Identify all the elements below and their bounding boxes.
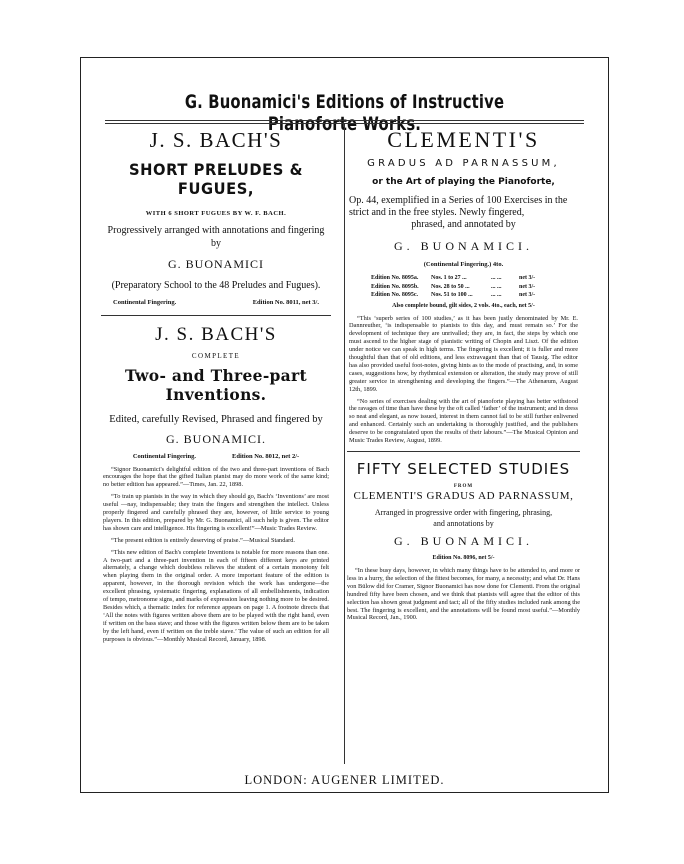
page-frame: [80, 57, 609, 793]
edition-row: Edition No. 8095c. Nos. 51 to 100 ... ... ... net 3/-: [371, 292, 536, 298]
edition-row: Edition No. 8095b. Nos. 28 to 50 ... ... ... net 3/-: [371, 283, 536, 290]
review-paragraph: “This new edition of Bach's complete Inventions is notable for more reasons than one. A two-part and a three-part invention in each of fifteen different keys are printed alternately, a change which doubtless relieves the student of a certain monotony felt when playing them in the original order. A more important feature of the edition is apparent, however, in the thorough revision which the work has undergone—the excellent phrasing, systematic fingering, explanations of all embellishments, indication of tempo, metronome signs, and marks of expression leaving nothing more to be desired. Besides which, a thematic index for reference appears on page 1. A footnote directs that ‘All the notes with figures written above them are to be played with the right hand, even if written on the bass stave; and those with the figures written below them are to be taken by the left hand, even if written on the treble stave.’ The value of such an edition for all purposes is obvious.”—Monthly Musical Record, January, 1898.: [103, 548, 329, 643]
section-rule: [101, 315, 331, 316]
review-paragraph: “Signor Buonamici's delightful edition of the two and three-part inventions of Bach encourages the hope that the gifted Italian pianist may do more work of the same kind; no better edition has appeared.”—Times, Jan. 22, 1898.: [103, 465, 329, 489]
bach-preludes-prep: (Preparatory School to the 48 Preludes and Fugues).: [111, 280, 321, 291]
bach-inventions-complete: COMPLETE: [191, 351, 241, 360]
bach-inventions-editor: G. BUONAMICI.: [166, 431, 266, 446]
clementi-editor: G. BUONAMICI.: [394, 239, 533, 253]
bach-inventions-edited: Edited, carefully Revised, Phrased and fingered by: [109, 413, 323, 425]
clementi-art: or the Art of playing the Pianoforte,: [372, 177, 555, 187]
clementi-editions-table: [371, 274, 578, 300]
review-paragraph: “This ‘superb series of 100 studies,’ as it has been justly denominated by Mr. E. Dannreuther, ‘is indispensable to pianists to this day, and must remain so.’ For the development of technique they are unrivalled; they are, in fact, the steps by which one must ascend to the higher stage of pianistic writing of Chopin and Liszt. Of the edition under notice we can speak in high terms. The fingering is excellent; it is fuller and more thoughtful than that of old editions, and less extravagant than that of Tausig. The editor has also provided useful foot-notes, giving hints as to the mode of practising, and, in some cases, suggestions how, by rhythmical extension or alteration, the study may prove of still greater service in strengthening and developing the fingers.”—The Athenæum, August 12th, 1899.: [349, 314, 578, 393]
bach-preludes-arranged: Progressively arranged with annotations and fingering by: [107, 225, 325, 249]
bach-preludes-subtitle: SHORT PRELUDES & FUGUES,: [129, 160, 303, 198]
clementi-gradus: GRADUS AD PARNASSUM,: [367, 158, 560, 169]
fifty-from: FROM: [453, 484, 474, 489]
clementi-reviews: [349, 315, 578, 446]
bach-preludes-editor: G. BUONAMICI: [168, 257, 264, 271]
clementi-heading: CLEMENTI'S: [387, 127, 540, 152]
clementi-op: Op. 44, exemplified in a Series of 100 Exercises in the strict and in the free styles. Newly fingered,: [349, 195, 568, 218]
fifty-studies-heading: FIFTY SELECTED STUDIES: [356, 460, 571, 478]
page-title: G. Buonamici's Editions of Instructive Pianoforte Works.: [184, 91, 505, 135]
publisher-footer: LONDON: AUGENER LIMITED.: [244, 773, 445, 787]
fingering-note: Continental Fingering.: [113, 298, 177, 306]
bach-inventions-edition-line: [103, 453, 329, 460]
fifty-clementi: CLEMENTI'S GRADUS AD PARNASSUM,: [353, 490, 574, 502]
title-rule: [105, 120, 584, 121]
fifty-edition: Edition No. 8096, net 5/-: [432, 555, 495, 561]
bach-preludes-heading: J. S. BACH'S: [149, 128, 283, 152]
clementi-description: [349, 195, 578, 231]
fifty-review: [347, 567, 580, 622]
review-paragraph: “To train up pianists in the way in which they should go, Bach's ‘Inventions’ are most useful —nay, indispensable; they train the fingers and strengthen the intellect. Unless properly fingered and carefully phrased they are, however, of little service to young players. In this edition, prepared by Mr. G. Buonamici, all such help is given. The editor has shown care and intelligence. His fingering is excellent!”—Music Trades Review.: [103, 493, 329, 532]
edition-price: Edition No. 8011, net 3/.: [252, 298, 319, 306]
clementi-fingering: (Continental Fingering.) 4to.: [423, 261, 504, 268]
bach-inventions-title: Two- and Three-part Inventions.: [125, 365, 307, 404]
bach-inventions-heading: J. S. BACH'S: [155, 323, 277, 345]
column-divider: [344, 124, 345, 764]
left-column: [103, 126, 329, 644]
edition-price: Edition No. 8012, net 2/-: [232, 452, 300, 460]
fingering-note: Continental Fingering.: [132, 452, 197, 460]
fifty-studies-section: [347, 451, 580, 622]
clementi-op-cont: phrased, and annotated by: [411, 219, 516, 230]
review-paragraph: “In these busy days, however, in which many things have to be attended to, and more or less in a hurry, the selection of the fittest becomes, for many, a necessity; and what Dr. Hans von Bülow did for Cramer, Signor Buonamici has now done for Clementi. From the original hundred fifty have been chosen, and we think that pianists will agree that the editor of this selection has shown great judgment and tact; all of the fifty studies included rank among the best. The fingering is excellent, and the annotations will be found most useful.”—Monthly Musical Record, Jan., 1900.: [347, 567, 580, 622]
bach-reviews: [103, 466, 329, 644]
review-paragraph: “No series of exercises dealing with the art of pianoforte playing has better withstood the ravages of time than have these by the oft called ‘father’ of the instrument; and in dress so neat and elegant, as now issued, interest in them cannot fail to be still further enlivened and enhanced. Certainly such an undertaking is thoroughly justified, and the publishers deserve to be congratulated upon the results of their labours.”—The Musical Opinion and Music Trades Review, August, 1899.: [349, 397, 578, 445]
bach-preludes-edition-line: [103, 299, 329, 306]
fifty-editor: G. BUONAMICI.: [394, 534, 533, 548]
review-paragraph: “The present edition is entirely deserving of praise.”—Musical Standard.: [111, 536, 295, 544]
fifty-arranged: Arranged in progressive order with fingering, phrasing, and annotations by: [374, 508, 553, 528]
edition-row: Edition No. 8095a. Nos. 1 to 27 ... ... ... net 3/-: [371, 275, 536, 281]
bach-preludes-with: WITH 6 SHORT FUGUES BY W. F. BACH.: [145, 210, 287, 217]
right-column: [349, 126, 578, 622]
clementi-also: Also complete bound, gilt sides, 2 vols. 4to., each, net 5/-: [392, 302, 535, 309]
